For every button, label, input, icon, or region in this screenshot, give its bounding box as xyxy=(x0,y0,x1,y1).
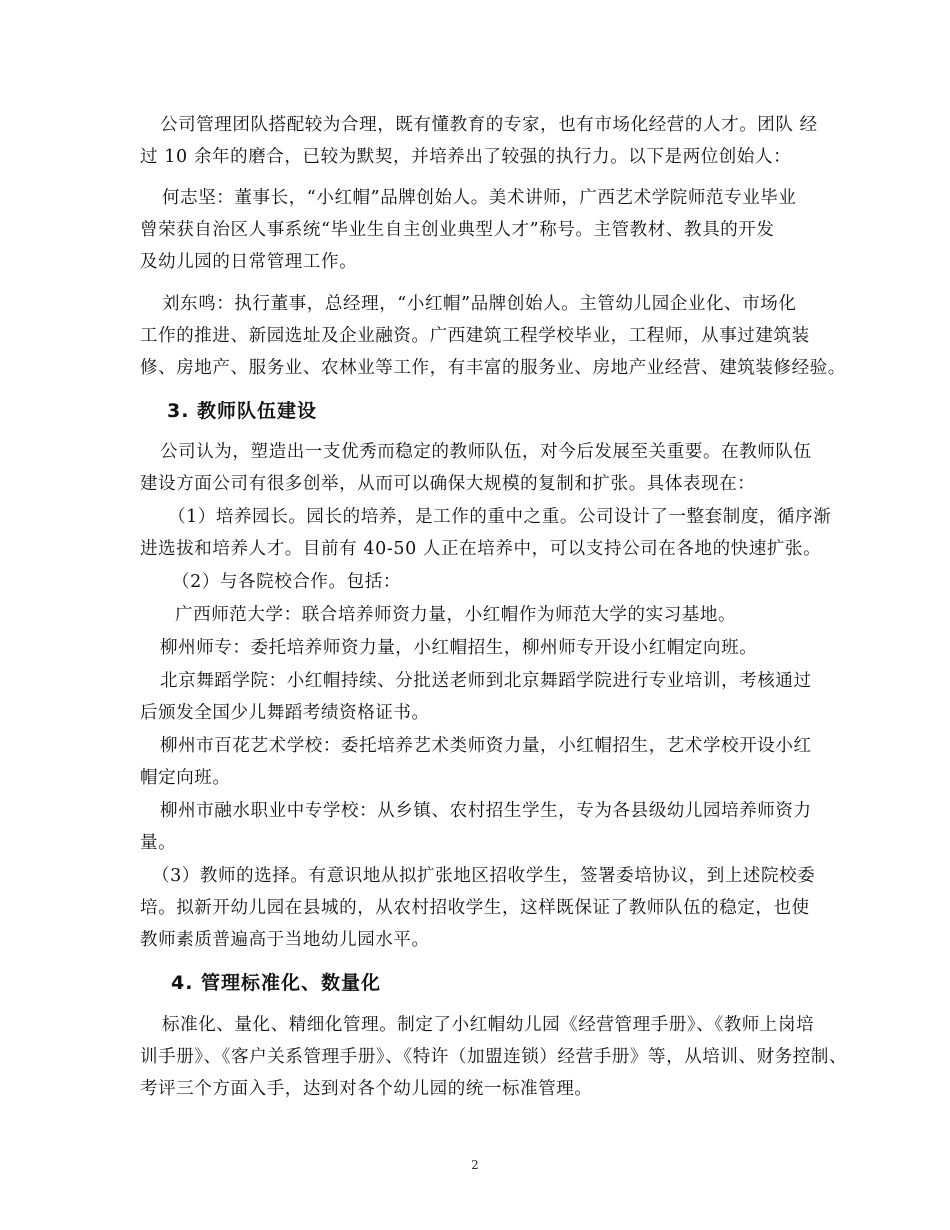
text-line: （2）与各院校合作。包括： xyxy=(172,572,401,592)
text-line: 后颁发全国少儿舞蹈考绩资格证书。 xyxy=(140,703,430,723)
text-line: 修、房地产、服务业、农林业等工作，有丰富的服务业、房地产业经营、建筑装修经验。 xyxy=(140,358,846,378)
text-line: 广西师范大学：联合培养师资力量，小红帽作为师范大学的实习基地。 xyxy=(175,605,737,625)
text-line: 考评三个方面入手，达到对各个幼儿园的统一标准管理。 xyxy=(140,1079,593,1099)
text-line: 何志坚：董事长，“小红帽”品牌创始人。美术讲师，广西艺术学院师范专业毕业 xyxy=(162,188,797,208)
text-line: 柳州市百花艺术学校：委托培养艺术类师资力量，小红帽招生，艺术学校开设小红 xyxy=(160,736,812,756)
text-line: 工作的推进、新园选址及企业融资。广西建筑工程学校毕业，工程师，从事过建筑装 xyxy=(140,326,810,346)
text-line: 刘东鸣：执行董事，总经理，“小红帽”品牌创始人。主管幼儿园企业化、市场化 xyxy=(162,294,797,314)
text-line: 帽定向班。 xyxy=(140,768,231,788)
text-line: 进选拔和培养人才。目前有 40-50 人正在培养中，可以支持公司在各地的快速扩张。 xyxy=(140,539,822,559)
text-line: 北京舞蹈学院：小红帽持续、分批送老师到北京舞蹈学院进行专业培训，考核通过 xyxy=(160,671,812,691)
text-line: 公司认为，塑造出一支优秀而稳定的教师队伍，对今后发展至关重要。在教师队伍 xyxy=(160,442,812,462)
text-line: 建设方面公司有很多创举，从而可以确保大规模的复制和扩张。具体表现在： xyxy=(140,474,756,494)
text-line: （1）培养园长。园长的培养，是工作的重中之重。公司设计了一整套制度，循序渐 xyxy=(168,507,832,527)
section-heading-standardization: 4. 管理标准化、数量化 xyxy=(171,972,382,994)
text-line: （3）教师的选择。有意识地从拟扩张地区招收学生，签署委培协议，到上述院校委 xyxy=(152,866,816,886)
text-line: 及幼儿园的日常管理工作。 xyxy=(140,252,358,272)
text-line: 量。 xyxy=(140,833,177,853)
text-line: 标准化、量化、精细化管理。制定了小红帽幼儿园《经营管理手册》、《教师上岗培 xyxy=(162,1015,815,1035)
section-heading-teacher-team: 3. 教师队伍建设 xyxy=(167,400,318,422)
text-line: 曾荣获自治区人事系统“毕业生自主创业典型人才”称号。主管教材、教具的开发 xyxy=(140,220,775,240)
text-line: 教师素质普遍高于当地幼儿园水平。 xyxy=(140,930,430,950)
text-line: 公司管理团队搭配较为合理，既有懂教育的专家，也有市场化经营的人才。团队 经 xyxy=(160,115,818,135)
text-line: 培。拟新开幼儿园在县城的，从农村招收学生，这样既保证了教师队伍的稳定，也使 xyxy=(140,898,810,918)
text-line: 柳州市融水职业中专学校：从乡镇、农村招生学生，专为各县级幼儿园培养师资力 xyxy=(160,801,812,821)
text-line: 训手册》、《客户关系管理手册》、《特许（加盟连锁）经营手册》等，从培训、财务控制、 xyxy=(140,1047,848,1067)
page-number: 2 xyxy=(471,1158,479,1172)
text-line: 过 10 余年的磨合，已较为默契，并培养出了较强的执行力。以下是两位创始人： xyxy=(140,147,792,167)
text-line: 柳州师专：委托培养师资力量，小红帽招生，柳州师专开设小红帽定向班。 xyxy=(160,638,758,658)
